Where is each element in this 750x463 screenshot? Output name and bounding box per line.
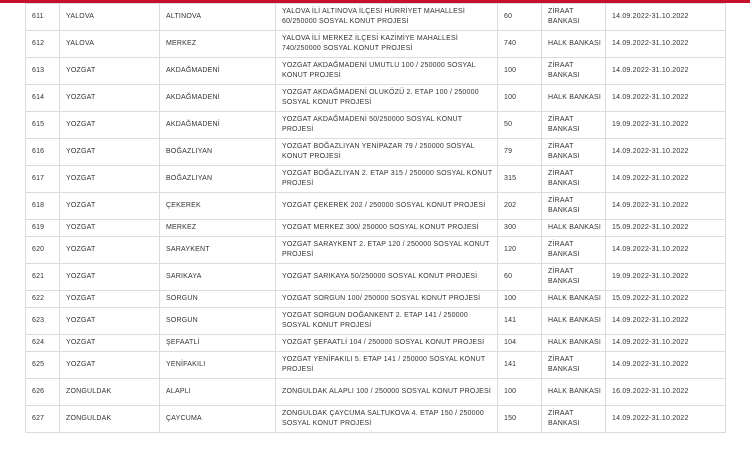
application-dates-cell: 14.09.2022-31.10.2022	[606, 335, 726, 352]
row-number-cell: 625	[26, 352, 60, 379]
application-dates-cell: 14.09.2022-31.10.2022	[606, 85, 726, 112]
application-dates-cell: 19.09.2022-31.10.2022	[606, 112, 726, 139]
district-cell: YENİFAKILI	[160, 352, 276, 379]
province-cell: YOZGAT	[60, 220, 160, 237]
table-row	[26, 308, 726, 335]
bank-cell: ZİRAAT BANKASI	[542, 264, 606, 291]
row-number-cell: 612	[26, 31, 60, 58]
row-number-cell: 620	[26, 237, 60, 264]
project-name-cell: YOZGAT SORGUN 100/ 250000 SOSYAL KONUT PROJESİ	[276, 291, 498, 308]
row-number-cell: 613	[26, 58, 60, 85]
application-dates-cell: 14.09.2022-31.10.2022	[606, 166, 726, 193]
district-cell: MERKEZ	[160, 220, 276, 237]
bank-cell: ZİRAAT BANKASI	[542, 352, 606, 379]
bank-cell: ZİRAAT BANKASI	[542, 58, 606, 85]
table-body	[26, 4, 726, 433]
application-dates-cell: 14.09.2022-31.10.2022	[606, 4, 726, 31]
project-name-cell: YOZGAT SARAYKENT 2. ETAP 120 / 250000 SOSYAL KONUT PROJESİ	[276, 237, 498, 264]
district-cell: ŞEFAATLİ	[160, 335, 276, 352]
bank-cell: ZİRAAT BANKASI	[542, 193, 606, 220]
bank-cell: HALK BANKASI	[542, 335, 606, 352]
province-cell: ZONGULDAK	[60, 379, 160, 406]
district-cell: SORGUN	[160, 308, 276, 335]
bank-cell: HALK BANKASI	[542, 85, 606, 112]
project-name-cell: YOZGAT SARIKAYA 50/250000 SOSYAL KONUT PROJESİ	[276, 264, 498, 291]
unit-count-cell: 141	[498, 308, 542, 335]
unit-count-cell: 300	[498, 220, 542, 237]
row-number-cell: 616	[26, 139, 60, 166]
row-number-cell: 617	[26, 166, 60, 193]
bank-cell: ZİRAAT BANKASI	[542, 4, 606, 31]
row-number-cell: 626	[26, 379, 60, 406]
district-cell: ÇEKEREK	[160, 193, 276, 220]
row-number-cell: 624	[26, 335, 60, 352]
district-cell: SARIKAYA	[160, 264, 276, 291]
district-cell: ÇAYCUMA	[160, 406, 276, 433]
application-dates-cell: 16.09.2022-31.10.2022	[606, 379, 726, 406]
province-cell: YOZGAT	[60, 291, 160, 308]
application-dates-cell: 14.09.2022-31.10.2022	[606, 352, 726, 379]
project-name-cell: ZONGULDAK ÇAYCUMA SALTUKOVA 4. ETAP 150 / 250000 SOSYAL KONUT PROJESİ	[276, 406, 498, 433]
table-row	[26, 291, 726, 308]
row-number-cell: 622	[26, 291, 60, 308]
project-name-cell: YOZGAT MERKEZ 300/ 250000 SOSYAL KONUT PROJESİ	[276, 220, 498, 237]
project-name-cell: YOZGAT YENİFAKILI 5. ETAP 141 / 250000 SOSYAL KONUT PROJESİ	[276, 352, 498, 379]
bank-cell: ZİRAAT BANKASI	[542, 406, 606, 433]
social-housing-project-table	[25, 3, 726, 433]
row-number-cell: 614	[26, 85, 60, 112]
application-dates-cell: 14.09.2022-31.10.2022	[606, 406, 726, 433]
project-name-cell: YOZGAT AKDAĞMADENİ 50/250000 SOSYAL KONUT PROJESİ	[276, 112, 498, 139]
district-cell: ALTINOVA	[160, 4, 276, 31]
application-dates-cell: 19.09.2022-31.10.2022	[606, 264, 726, 291]
project-name-cell: YOZGAT AKDAĞMADENİ UMUTLU 100 / 250000 SOSYAL KONUT PROJESİ	[276, 58, 498, 85]
unit-count-cell: 141	[498, 352, 542, 379]
row-number-cell: 623	[26, 308, 60, 335]
table-row	[26, 379, 726, 406]
province-cell: YOZGAT	[60, 58, 160, 85]
unit-count-cell: 50	[498, 112, 542, 139]
unit-count-cell: 60	[498, 4, 542, 31]
table-row	[26, 237, 726, 264]
province-cell: YOZGAT	[60, 264, 160, 291]
project-name-cell: YOZGAT ŞEFAATLİ 104 / 250000 SOSYAL KONUT PROJESİ	[276, 335, 498, 352]
table-row	[26, 220, 726, 237]
province-cell: YALOVA	[60, 4, 160, 31]
application-dates-cell: 15.09.2022-31.10.2022	[606, 220, 726, 237]
bank-cell: HALK BANKASI	[542, 291, 606, 308]
project-table-container	[25, 3, 725, 433]
unit-count-cell: 79	[498, 139, 542, 166]
row-number-cell: 615	[26, 112, 60, 139]
bank-cell: ZİRAAT BANKASI	[542, 166, 606, 193]
bank-cell: HALK BANKASI	[542, 220, 606, 237]
table-row	[26, 31, 726, 58]
project-name-cell: YALOVA İLİ ALTINOVA İLÇESİ HÜRRİYET MAHALLESİ 60/250000 SOSYAL KONUT PROJESİ	[276, 4, 498, 31]
application-dates-cell: 14.09.2022-31.10.2022	[606, 193, 726, 220]
district-cell: AKDAĞMADENİ	[160, 85, 276, 112]
province-cell: ZONGULDAK	[60, 406, 160, 433]
district-cell: ALAPLI	[160, 379, 276, 406]
unit-count-cell: 740	[498, 31, 542, 58]
unit-count-cell: 315	[498, 166, 542, 193]
province-cell: YOZGAT	[60, 237, 160, 264]
bank-cell: ZİRAAT BANKASI	[542, 237, 606, 264]
application-dates-cell: 14.09.2022-31.10.2022	[606, 31, 726, 58]
bank-cell: ZİRAAT BANKASI	[542, 139, 606, 166]
province-cell: YOZGAT	[60, 85, 160, 112]
district-cell: AKDAĞMADENİ	[160, 58, 276, 85]
district-cell: MERKEZ	[160, 31, 276, 58]
unit-count-cell: 104	[498, 335, 542, 352]
row-number-cell: 627	[26, 406, 60, 433]
province-cell: YOZGAT	[60, 352, 160, 379]
application-dates-cell: 14.09.2022-31.10.2022	[606, 139, 726, 166]
application-dates-cell: 14.09.2022-31.10.2022	[606, 237, 726, 264]
application-dates-cell: 14.09.2022-31.10.2022	[606, 58, 726, 85]
bank-cell: HALK BANKASI	[542, 308, 606, 335]
unit-count-cell: 202	[498, 193, 542, 220]
table-row	[26, 112, 726, 139]
table-row	[26, 264, 726, 291]
province-cell: YOZGAT	[60, 139, 160, 166]
table-row	[26, 4, 726, 31]
province-cell: YOZGAT	[60, 112, 160, 139]
table-row	[26, 85, 726, 112]
project-name-cell: YALOVA İLİ MERKEZ İLÇESİ KAZİMİYE MAHALLESİ 740/250000 SOSYAL KONUT PROJESİ	[276, 31, 498, 58]
table-row	[26, 139, 726, 166]
application-dates-cell: 15.09.2022-31.10.2022	[606, 291, 726, 308]
district-cell: SARAYKENT	[160, 237, 276, 264]
bank-cell: HALK BANKASI	[542, 31, 606, 58]
row-number-cell: 619	[26, 220, 60, 237]
unit-count-cell: 120	[498, 237, 542, 264]
unit-count-cell: 60	[498, 264, 542, 291]
province-cell: YOZGAT	[60, 193, 160, 220]
district-cell: AKDAĞMADENİ	[160, 112, 276, 139]
unit-count-cell: 100	[498, 291, 542, 308]
unit-count-cell: 150	[498, 406, 542, 433]
table-row	[26, 406, 726, 433]
district-cell: BOĞAZLIYAN	[160, 139, 276, 166]
bank-cell: HALK BANKASI	[542, 379, 606, 406]
application-dates-cell: 14.09.2022-31.10.2022	[606, 308, 726, 335]
row-number-cell: 621	[26, 264, 60, 291]
table-row	[26, 166, 726, 193]
unit-count-cell: 100	[498, 85, 542, 112]
table-row	[26, 193, 726, 220]
row-number-cell: 611	[26, 4, 60, 31]
unit-count-cell: 100	[498, 58, 542, 85]
bank-cell: ZİRAAT BANKASI	[542, 112, 606, 139]
row-number-cell: 618	[26, 193, 60, 220]
province-cell: YOZGAT	[60, 308, 160, 335]
province-cell: YOZGAT	[60, 335, 160, 352]
table-row	[26, 335, 726, 352]
unit-count-cell: 100	[498, 379, 542, 406]
province-cell: YOZGAT	[60, 166, 160, 193]
project-name-cell: YOZGAT BOĞAZLIYAN YENİPAZAR 79 / 250000 SOSYAL KONUT PROJESİ	[276, 139, 498, 166]
province-cell: YALOVA	[60, 31, 160, 58]
project-name-cell: YOZGAT SORGUN DOĞANKENT 2. ETAP 141 / 250000 SOSYAL KONUT PROJESİ	[276, 308, 498, 335]
project-name-cell: YOZGAT BOĞAZLIYAN 2. ETAP 315 / 250000 SOSYAL KONUT PROJESİ	[276, 166, 498, 193]
project-name-cell: YOZGAT AKDAĞMADENİ OLUKÖZÜ 2. ETAP 100 / 250000 SOSYAL KONUT PROJESİ	[276, 85, 498, 112]
project-name-cell: ZONGULDAK ALAPLI 100 / 250000 SOSYAL KONUT PROJESİ	[276, 379, 498, 406]
district-cell: BOĞAZLIYAN	[160, 166, 276, 193]
table-row	[26, 352, 726, 379]
project-name-cell: YOZGAT ÇEKEREK 202 / 250000 SOSYAL KONUT PROJESİ	[276, 193, 498, 220]
district-cell: SORGUN	[160, 291, 276, 308]
table-row	[26, 58, 726, 85]
